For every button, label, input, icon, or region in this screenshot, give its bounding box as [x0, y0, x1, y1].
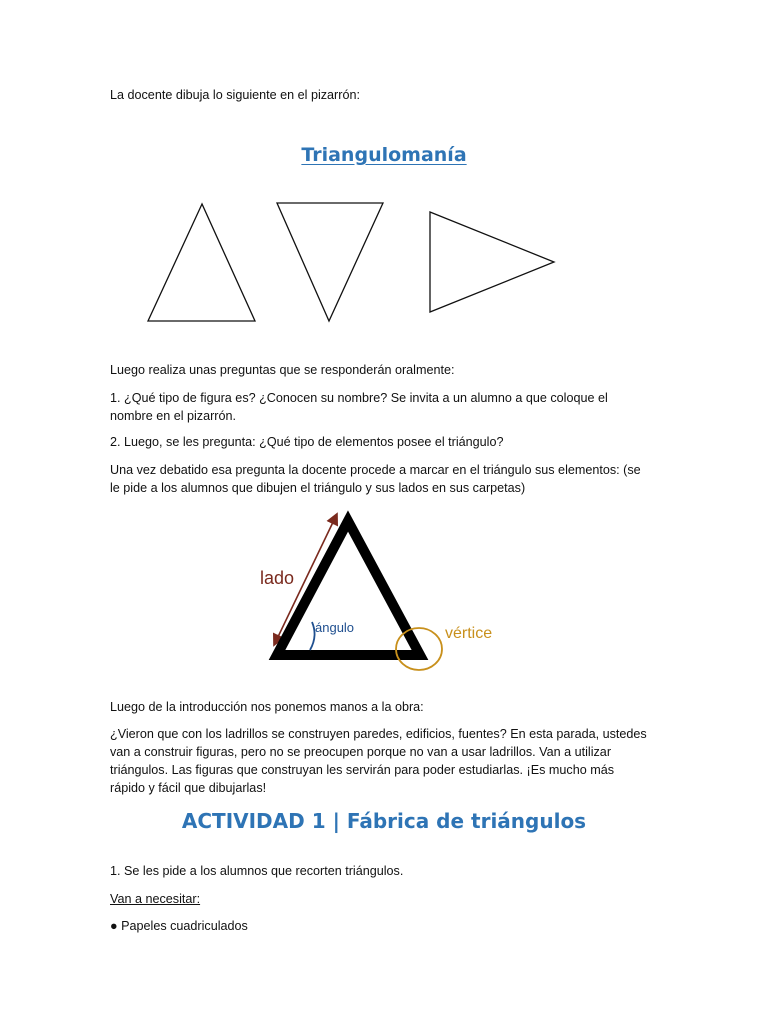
bullet-papeles: ● Papeles cuadriculados: [110, 919, 248, 933]
triangle-right: [430, 212, 554, 312]
title-actividad-1: ACTIVIDAD 1 | Fábrica de triángulos: [181, 809, 587, 833]
question-1-line-1: 1. ¿Qué tipo de figura es? ¿Conocen su nombre? Se invita a un alumno a que coloque el: [110, 391, 608, 405]
step-1: 1. Se les pide a los alumnos que recorten triángulos.: [110, 864, 404, 878]
question-1-line-2: nombre en el pizarrón.: [110, 409, 237, 423]
lado-label: lado: [260, 568, 295, 588]
angulo-label: ángulo: [315, 620, 355, 635]
triangle-up: [148, 204, 255, 321]
debate-line-1: Una vez debatido esa pregunta la docente procede a marcar en el triángulo sus elementos: (se: [110, 463, 641, 477]
need-heading: Van a necesitar:: [110, 892, 201, 906]
triangle-down: [277, 203, 383, 321]
triangle-elements-diagram: [0, 500, 768, 700]
angulo-arc: [310, 622, 315, 650]
intro-text: La docente dibuja lo siguiente en el pizarrón:: [110, 88, 360, 102]
paragraph-line-3: triángulos. Las figuras que construyan les servirán para poder estudiarlas. ¡Es mucho más: [110, 763, 615, 777]
paragraph-line-1: ¿Vieron que con los ladrillos se construyen paredes, edificios, fuentes? En esta parada, ustedes: [110, 727, 647, 741]
paragraph-line-4: rápido y fácil que dibujarlas!: [110, 781, 267, 795]
three-triangles-figure: [0, 0, 768, 340]
title-triangulomania: Triangulomanía: [301, 144, 467, 166]
paragraph-line-2: van a construir figuras, pero no se preocupen porque no van a usar ladrillos. Van a utilizar: [110, 745, 612, 759]
debate-line-2: le pide a los alumnos que dibujen el triángulo y sus lados en sus carpetas): [110, 481, 526, 495]
vertice-label: vértice: [445, 625, 493, 642]
intro-2: Luego de la introducción nos ponemos manos a la obra:: [110, 700, 424, 714]
questions-intro: Luego realiza unas preguntas que se responderán oralmente:: [110, 363, 455, 377]
question-2: 2. Luego, se les pregunta: ¿Qué tipo de elementos posee el triángulo?: [110, 435, 504, 449]
